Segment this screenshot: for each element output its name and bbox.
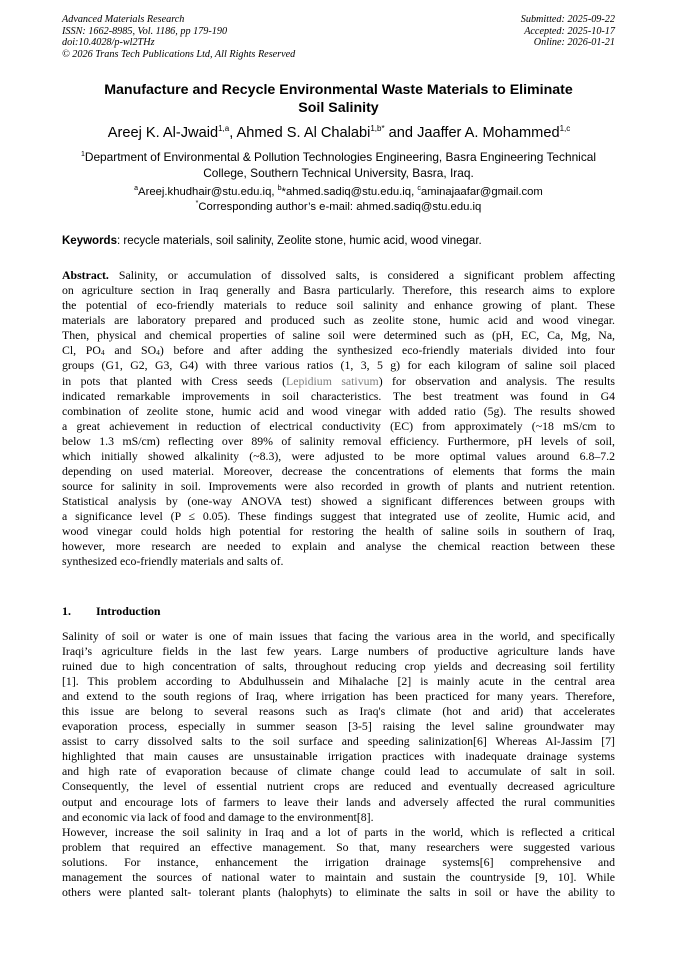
abstract-line: Abstract. Salinity, or accumulation of dissolved salts, is considered a significant problem affecting bbox=[62, 268, 615, 282]
journal-info bbox=[62, 14, 295, 60]
journal-name: Advanced Materials Research bbox=[62, 14, 185, 25]
submitted-date: Submitted: 2025-09-22 bbox=[520, 14, 615, 25]
body-line: and high rate of evaporation because of climate change could lead to accumulate of salt in soil. bbox=[62, 764, 615, 779]
author-affiliation-mark: 1,c bbox=[559, 124, 571, 133]
journal-doi[interactable]: doi:10.4028/p-wl2THz bbox=[62, 37, 155, 49]
body-line: assist to carry dissolved salts to the soil surface and speeding salinization[6] Whereas Al-Jassim [7] bbox=[62, 734, 615, 749]
email-link[interactable]: *ahmed.sadiq@stu.edu.iq, bbox=[281, 186, 418, 198]
email-mark: b bbox=[277, 185, 282, 192]
accepted-date: Accepted: 2025-10-17 bbox=[524, 25, 615, 37]
abstract-line: however, more research are needed to explain and analyse the chemical reaction between these bbox=[62, 539, 615, 554]
author-emails bbox=[62, 185, 615, 214]
abstract-line: Cl, $PO_4$ and $SO_4$) before and after adding the synthesized eco-friendly materials divided into four bbox=[62, 343, 616, 358]
body-line: Iraqi’s agriculture fields in the last few years. Large numbers of productive agriculture lands have bbox=[62, 644, 615, 659]
abstract-line: which initially showed alkalinity (~8.3), were adjusted to be more optimal values around 6.8–7.2 bbox=[62, 448, 615, 463]
body-line: highlighted that main causes are unsustainable irrigation practices with inadequate drainage systems bbox=[62, 749, 615, 764]
author-separator: , bbox=[229, 125, 237, 141]
abstract-line: the potential of eco-friendly materials to reduce soil salinity and enhance growing of plant. These bbox=[62, 298, 615, 313]
keywords bbox=[62, 234, 615, 248]
author-affiliation-mark: 1,b* bbox=[370, 124, 385, 133]
author-list bbox=[40, 125, 638, 142]
abstract-line: materials are laboratory prepared and produced such as zeolite stone, humic acid and wood vinegar. bbox=[62, 313, 615, 328]
abstract-line: depending on used material. Moreover, decrease the concentrations of elements that forms the main bbox=[62, 464, 615, 479]
body-line: Salinity of soil or water is one of main issues that facing the various area in the world, and specifically bbox=[62, 629, 615, 643]
keywords-label: Keywords bbox=[62, 235, 117, 247]
affiliation-line: Department of Environmental & Pollution Technologies Engineering, Basra Engineering Technical bbox=[84, 150, 597, 164]
body-line: problem that required an effective management. So that, many researchers were suggested various bbox=[62, 839, 615, 854]
journal-copyright: © 2026 Trans Tech Publications Ltd, All Rights Reserved bbox=[62, 48, 296, 60]
author-separator: and bbox=[384, 125, 418, 141]
body-line: However, increase the soil salinity in Iraq and a lot of parts in the world, which is reflected a critical bbox=[62, 824, 615, 839]
corresponding-mark: * bbox=[195, 199, 199, 207]
email-link[interactable]: Areej.khudhair@stu.edu.iq, bbox=[138, 186, 278, 198]
body-line: and extend to the south regions of Iraq, where irrigation has been practiced for many years. Therefore, bbox=[62, 689, 615, 704]
abstract-line: wood vinegar could holds high potential for restoring the health of saline soils in southern of Iraq, bbox=[62, 524, 615, 539]
section-number: 1. bbox=[62, 604, 71, 618]
abstract-line: indicated remarkable improvements in soil characteristics. The best treatment was found in G4 bbox=[62, 388, 615, 403]
keywords-text: : recycle materials, soil salinity, Zeolite stone, humic acid, wood vinegar. bbox=[116, 235, 482, 247]
body-line: ruined due to high concentration of salts, throughout reducing crop yields and decreasing soil fertility bbox=[62, 659, 615, 674]
title-line: Manufacture and Recycle Environmental Waste Materials to Eliminate bbox=[104, 82, 573, 98]
abstract-line: source for salinity in soil. Improvements were also recorded in growth of plants and nutrient retention. bbox=[62, 479, 615, 494]
body-line: and economic via lack of food and damage to the environment[8]. bbox=[62, 809, 374, 824]
abstract bbox=[62, 268, 615, 570]
scientific-name: Lepidium sativum bbox=[286, 373, 379, 388]
paper-title bbox=[62, 82, 615, 117]
affiliation-mark: 1 bbox=[80, 151, 85, 158]
submission-dates bbox=[521, 14, 615, 49]
author-name: Ahmed S. Al Chalabi bbox=[236, 125, 371, 141]
section-heading bbox=[62, 604, 161, 619]
email-mark: c bbox=[417, 185, 421, 192]
online-date: Online: 2026-01-21 bbox=[533, 37, 615, 49]
abstract-line: groups (G1, G2, G3, G4) with three various ratios (1, 3, 5 g) for each kilogram of saline soil placed bbox=[62, 358, 615, 373]
body-line: Consequently, the level of essential nutrient crops are reduced and eventually decreased agriculture bbox=[62, 779, 615, 794]
email-link[interactable]: aminajaafar@gmail.com bbox=[420, 186, 543, 198]
abstract-line: below 1.3 mS/cm) reflecting over 89% of salinity removal efficiency. Furthermore, pH levels of soil, bbox=[62, 433, 615, 448]
abstract-line: on agriculture section in Iraq generally and Basra particularly. Therefore, this research aims to explore bbox=[62, 283, 615, 298]
body-line: others were planted salt- tolerant plants (halophyts) to eliminate the salts in soil or have the ability to bbox=[62, 884, 615, 899]
body-line: solutions. For instance, enhancement the irrigation drainage systems[6] comprehensive and bbox=[62, 854, 615, 869]
corresponding-author-email[interactable]: Corresponding author’s e-mail: ahmed.sadiq@stu.edu.iq bbox=[198, 200, 482, 213]
abstract-line: a great achievement in reduction of electrical conductivity (EC) from approximately (~18 mS/cm to bbox=[62, 418, 615, 433]
body-line: output and encourage lots of farmers to leave their lands and adversely affected the rural communities bbox=[62, 794, 615, 809]
abstract-line: a significance level (P ≤ 0.05). These findings suggest that integrated use of zeolite, Humic acid, and bbox=[62, 509, 615, 524]
abstract-line: combination of zeolite stone, humic acid and wood vinegar with added ratio (5g). The results showed bbox=[62, 403, 615, 418]
affiliation-line: College, Southern Technical University, Basra, Iraq. bbox=[203, 165, 474, 180]
abstract-line: Statistical analysis by (one-way ANOVA test) showed a significant differences between groups with bbox=[62, 494, 615, 509]
introduction-text bbox=[62, 629, 615, 900]
email-mark: a bbox=[134, 185, 139, 192]
author-name: Jaaffer A. Mohammed bbox=[417, 125, 560, 141]
journal-issn: ISSN: 1662-8985, Vol. 1186, pp 179-190 bbox=[62, 25, 228, 37]
abstract-label: Abstract. bbox=[62, 268, 109, 282]
section-title: Introduction bbox=[96, 604, 161, 618]
affiliation bbox=[62, 150, 615, 181]
abstract-line: in pots that planted with Cress seeds (Lepidium sativum) for observation and analysis. The results bbox=[62, 373, 615, 388]
author-affiliation-mark: 1,a bbox=[218, 124, 230, 133]
title-line: Soil Salinity bbox=[298, 99, 379, 116]
body-line: this issue are belong to several reasons such as Iraq's climate (hot and arid) that accelerates bbox=[62, 704, 615, 719]
body-line: [1]. This problem according to Abdulhussein and Mihalache [2] is mainly acute in the central area bbox=[62, 674, 615, 689]
body-line: evaporation process, especially in summer season [3-5] raising the level saline groundwater may bbox=[62, 719, 615, 734]
abstract-line: synthesized eco-friendly materials and salts of. bbox=[62, 554, 284, 569]
body-line: management the sources of national water to maintain and sustain the countryside [9, 10]. While bbox=[62, 869, 615, 884]
author-name: Areej K. Al-Jwaid bbox=[107, 125, 219, 141]
abstract-line: Then, physical and chemical properties of saline soil were determined such as (pH, EC, Ca, Mg, Na, bbox=[62, 328, 615, 343]
